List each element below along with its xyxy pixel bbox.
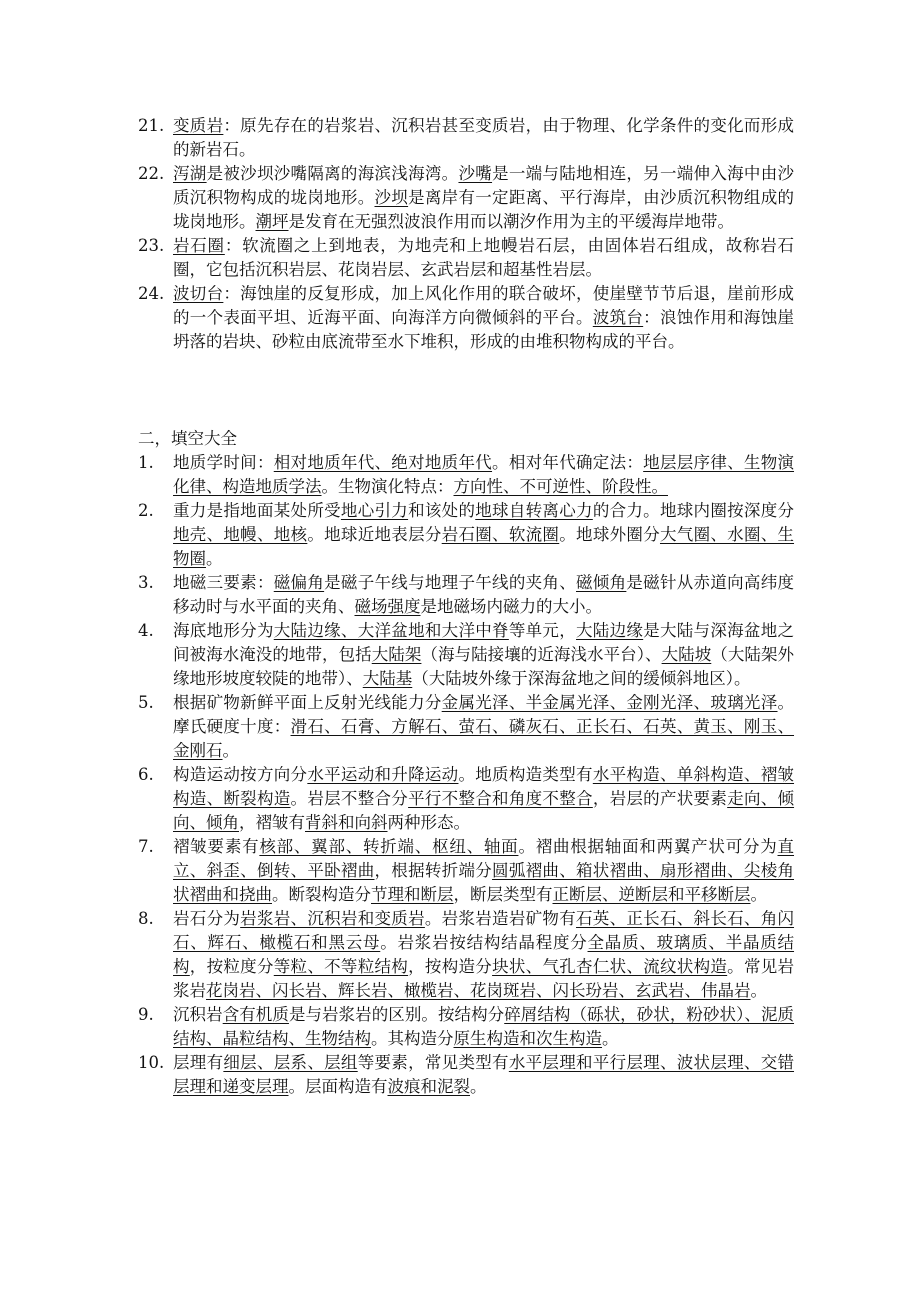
text-segment: ，岩层的产状要素: [592, 789, 728, 808]
text-segment: 是离岸有一定距离、平行海岸，由沙质沉积物组成的垅岗地形。: [173, 188, 795, 231]
item-number: 22.: [138, 164, 165, 183]
item-number: 24.: [138, 284, 165, 303]
underlined-term: 水平构造、单斜构造、褶皱构造、断裂构造: [173, 765, 795, 808]
underlined-term: 含有机质: [222, 1005, 289, 1024]
text-segment: 是磁子午线与地理子午线的夹角、: [324, 573, 576, 592]
list-item: [138, 763, 794, 835]
text-segment: 是一端与陆地相连，另一端伸入海中由沙质沉积物构成的垅岗地形。: [173, 164, 795, 207]
underlined-term: 地球自转离心力: [475, 501, 593, 520]
list-item: [138, 571, 794, 619]
item-number: 23.: [138, 236, 165, 255]
text-segment: 等单元，: [508, 621, 577, 640]
text-segment: 。摩氏硬度十度：: [173, 693, 795, 736]
text-segment: 。: [206, 549, 223, 568]
underlined-term: 大陆边缘、大洋盆地和大洋中脊: [273, 621, 509, 640]
underlined-term: 相对地质年代、绝对地质年代: [273, 453, 493, 472]
underlined-term: 块状、气孔杏仁状、流纹状构造: [492, 957, 728, 976]
underlined-term: 大陆坡: [661, 645, 712, 664]
item-number: 9.: [138, 1005, 154, 1024]
text-segment: （大陆坡外缘于深海盆地之间的缓倾斜地区）。: [412, 669, 751, 688]
list-item: [138, 619, 794, 691]
underlined-term: 全晶质、玻璃质、半晶质结构: [173, 933, 795, 976]
underlined-term: 大陆边缘: [576, 621, 644, 640]
text-segment: ：浪蚀作用和海蚀崖坍落的岩块、砂粒由底流带至水下堆积，形成的由堆积物构成的平台。: [173, 308, 795, 351]
item-number: 6.: [138, 765, 154, 784]
text-segment: 根据矿物新鲜平面上反射光线能力分: [173, 693, 442, 712]
definition-list: [138, 114, 794, 354]
item-text: [173, 282, 794, 354]
underlined-term: 岩石圈、软流圈: [441, 525, 560, 544]
text-segment: 构造运动按方向分: [173, 765, 308, 784]
underlined-term: 圆弧褶曲、箱状褶曲、扇形褶曲、尖棱角状褶曲和挠曲: [173, 861, 795, 904]
text-segment: 是与岩浆岩的区别。按结构分: [288, 1005, 505, 1024]
list-item: [138, 499, 794, 571]
item-number: 10.: [138, 1053, 165, 1072]
text-segment: 褶皱要素有: [173, 837, 260, 856]
text-segment: 是大陆与深海盆地之间被海水淹没的地带，包括: [173, 621, 795, 664]
underlined-term: 岩石圈: [173, 236, 225, 255]
item-text: [173, 835, 794, 907]
text-segment: ，断层类型有: [453, 885, 553, 904]
item-text: [173, 691, 794, 763]
underlined-term: 走向、倾向、倾角: [173, 789, 795, 832]
underlined-term: 沙坝: [374, 188, 409, 207]
text-segment: （大陆架外缘地形坡度较陡的地带）、: [173, 645, 795, 688]
text-segment: ，褶皱有: [239, 813, 305, 832]
underlined-term: 地层层序律、生物演化律、构造地质学法: [173, 453, 795, 496]
underlined-term: 沙嘴: [458, 164, 493, 183]
underlined-term: 潮坪: [255, 212, 289, 231]
underlined-term: 正断层、逆断层和平移断层: [552, 885, 751, 904]
item-text: [173, 451, 794, 499]
text-segment: 沉积岩: [173, 1005, 223, 1024]
text-segment: 。相对年代确定法：: [492, 453, 644, 472]
list-item: [138, 907, 794, 1003]
list-item: [138, 691, 794, 763]
underlined-term: 石英、正长石、斜长石、角闪石、辉石、橄榄石和黑云母: [173, 909, 795, 952]
underlined-term: 细层、层系、层组: [223, 1053, 358, 1072]
underlined-term: 平行不整合和角度不整合: [408, 789, 593, 808]
underlined-term: 原生构造和次生构造: [453, 1029, 602, 1048]
item-number: 7.: [138, 837, 154, 856]
underlined-term: 磁偏角: [273, 573, 325, 592]
underlined-term: 泻湖: [173, 164, 207, 183]
underlined-term: 地壳、地幔、地核: [173, 525, 308, 544]
text-segment: 海底地形分为: [173, 621, 274, 640]
text-segment: ：海蚀崖的反复形成，加上风化作用的联合破坏，使崖壁节节后退，崖前形成的一个表面平坦、近海平面、向海洋方向微倾斜的平台。: [173, 284, 794, 327]
text-segment: 。层面构造有: [288, 1077, 388, 1096]
text-segment: ：软流圈之上到地表，为地壳和上地幔岩石层，由固体岩石组成，故称岩石圈，它包括沉积岩层、花岗岩层、玄武岩层和超基性岩层。: [173, 236, 795, 279]
item-text: [173, 499, 794, 571]
underlined-term: 核部、翼部、转折端、枢纽、轴面: [259, 837, 519, 856]
item-number: 8.: [138, 909, 154, 928]
text-segment: 。: [602, 1029, 619, 1048]
underlined-term: 波筑台: [592, 308, 644, 327]
item-text: [173, 619, 794, 691]
text-segment: 是发育在无强烈波浪作用而以潮汐作用为主的平缓海岸地带。: [288, 212, 734, 231]
item-text: [173, 907, 794, 1003]
list-item: [138, 1051, 794, 1099]
underlined-term: 滑石、石膏、方解石、萤石、磷灰石、正长石、石英、黄玉、刚玉、金刚石: [173, 717, 795, 760]
item-number: 21.: [138, 116, 165, 135]
text-segment: 。地球外圈分: [559, 525, 660, 544]
text-segment: （海与陆接壤的近海浅水平台）、: [421, 645, 662, 664]
underlined-term: 背斜和向斜: [305, 813, 388, 832]
text-segment: 。常见岩浆岩: [173, 957, 795, 1000]
text-segment: 和该处的: [408, 501, 476, 520]
text-segment: ，按构造分: [408, 957, 493, 976]
section-title: 二，填空大全: [138, 429, 237, 448]
text-segment: 。地球近地表层分: [307, 525, 442, 544]
underlined-term: 大陆基: [362, 669, 413, 688]
underlined-term: 方向性、不可逆性、阶段性。: [453, 477, 668, 496]
item-text: [173, 234, 794, 282]
underlined-term: 波切台: [173, 284, 224, 303]
underlined-term: 直立、斜歪、倒转、平卧褶曲: [173, 837, 795, 880]
text-segment: 两种形态。: [387, 813, 470, 832]
underlined-term: 碎屑结构（砾状，砂状，粉砂状）、泥质结构、晶粒结构、生物结构: [173, 1005, 795, 1048]
item-number: 1.: [138, 453, 154, 472]
underlined-term: 岩浆岩、沉积岩和变质岩: [240, 909, 425, 928]
text-segment: 。: [470, 1077, 487, 1096]
list-item: [138, 835, 794, 907]
underlined-term: 节理和断层: [371, 885, 454, 904]
text-segment: 地磁三要素：: [173, 573, 274, 592]
underlined-term: 地心引力: [340, 501, 409, 520]
text-segment: 是被沙坝沙嘴隔离的海滨浅海湾。: [206, 164, 459, 183]
text-segment: 。褶曲根据轴面和两翼产状可分为: [518, 837, 778, 856]
list-item: [138, 451, 794, 499]
underlined-term: 磁倾角: [576, 573, 627, 592]
text-segment: 。其构造分: [371, 1029, 454, 1048]
item-number: 4.: [138, 621, 154, 640]
item-number: 3.: [138, 573, 154, 592]
underlined-term: 水平层理和平行层理、波状层理、交错层理和递变层理: [173, 1053, 795, 1096]
text-segment: 是地磁场内磁力的大小。: [420, 597, 602, 616]
text-segment: 层理有: [173, 1053, 224, 1072]
item-text: [173, 1003, 794, 1051]
text-segment: 。岩浆岩造岩矿物有: [424, 909, 577, 928]
text-segment: 。岩浆岩按结构结晶程度分: [380, 933, 588, 952]
underlined-term: 金属光泽、半金属光泽、金刚光泽、玻璃光泽: [441, 693, 778, 712]
list-item: [138, 114, 794, 162]
item-number: 5.: [138, 693, 154, 712]
text-segment: 。: [750, 981, 767, 1000]
text-segment: 岩石分为: [173, 909, 241, 928]
text-segment: 。: [222, 741, 239, 760]
item-text: [173, 571, 794, 619]
text-segment: ，按粒度分: [189, 957, 274, 976]
text-segment: 。岩层不整合分: [290, 789, 409, 808]
text-segment: 的合力。地球内圈按深度分: [592, 501, 795, 520]
item-text: [173, 763, 794, 835]
text-segment: 。: [750, 885, 767, 904]
underlined-term: 花岗岩、闪长岩、辉长岩、橄榄岩、花岗斑岩、闪长玢岩、玄武岩、伟晶岩: [206, 981, 751, 1000]
underlined-term: 大气圈、水圈、生物圈: [173, 525, 795, 568]
text-segment: 。地质构造类型有: [458, 765, 593, 784]
fill-in-list: [138, 451, 794, 1099]
text-segment: 。生物演化特点：: [321, 477, 454, 496]
underlined-term: 变质岩: [173, 116, 224, 135]
list-item: [138, 1003, 794, 1051]
text-segment: ：原先存在的岩浆岩、沉积岩甚至变质岩，由于物理、化学条件的变化而形成的新岩石。: [173, 116, 794, 159]
underlined-term: 水平运动和升降运动: [307, 765, 459, 784]
text-segment: 地质学时间：: [173, 453, 274, 472]
list-item: [138, 162, 794, 234]
text-segment: 。断裂构造分: [272, 885, 371, 904]
underlined-term: 等粒、不等粒结构: [273, 957, 409, 976]
text-segment: 重力是指地面某处所受: [173, 501, 341, 520]
text-segment: ，根据转折端分: [374, 861, 493, 880]
item-text: [173, 1051, 794, 1099]
item-number: 2.: [138, 501, 154, 520]
list-item: [138, 282, 794, 354]
underlined-term: 大陆架: [371, 645, 422, 664]
text-segment: 等要素，常见类型有: [357, 1053, 509, 1072]
underlined-term: 波痕和泥裂: [387, 1077, 470, 1096]
item-text: [173, 114, 794, 162]
item-text: [173, 162, 794, 234]
list-item: [138, 234, 794, 282]
text-segment: 是磁针从赤道向高纬度移动时与水平面的夹角、: [173, 573, 795, 616]
underlined-term: 磁场强度: [354, 597, 421, 616]
